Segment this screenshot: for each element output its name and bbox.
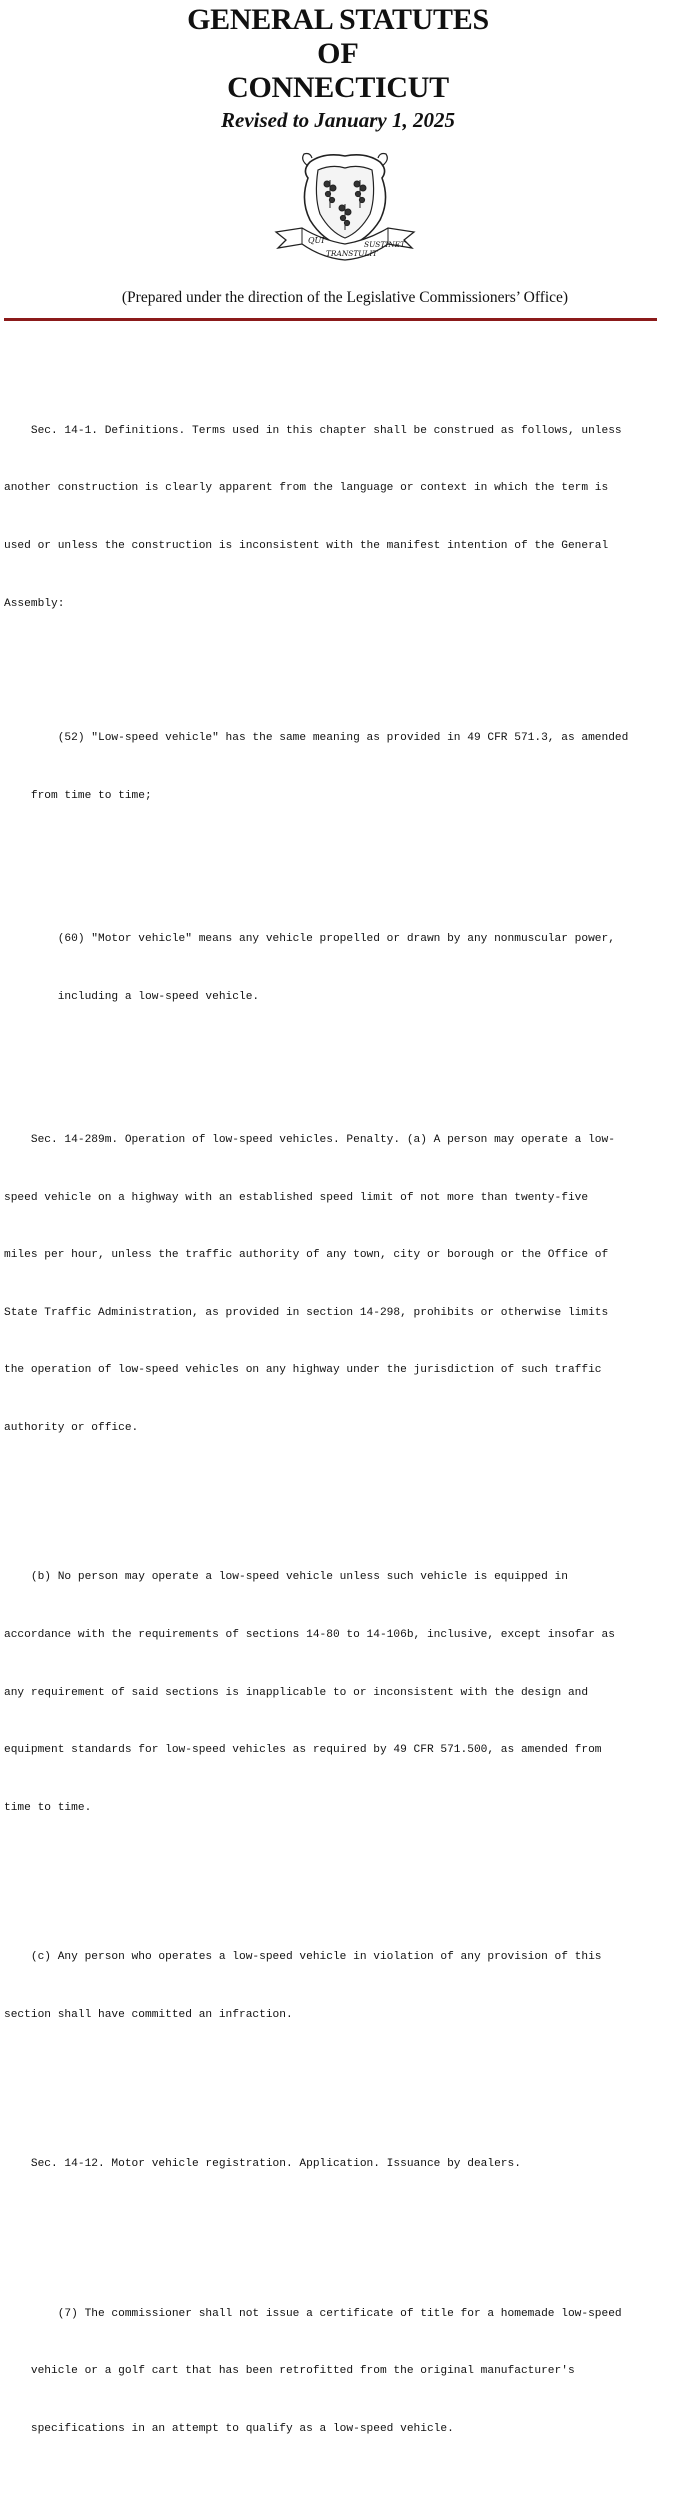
section-14-1	[4, 383, 672, 652]
section-14-289m-c	[4, 1910, 672, 2064]
text-line: State Traffic Administration, as provided in section 14-298, prohibits or otherwise limits	[4, 1306, 609, 1319]
subsection-60	[4, 892, 672, 1046]
statute-text	[4, 345, 672, 2497]
text-line: (c) Any person who operates a low-speed vehicle in violation of any provision of this	[4, 1951, 602, 1964]
text-line: Assembly:	[4, 597, 65, 610]
title-line-2: OF	[317, 37, 359, 70]
text-line: miles per hour, unless the traffic authority of any town, city or borough or the Office of	[4, 1249, 609, 1262]
section-14-289m-b	[4, 1530, 672, 1856]
text-line: time to time.	[4, 1801, 92, 1814]
text-line: equipment standards for low-speed vehicles as required by 49 CFR 571.500, as amended from	[4, 1744, 602, 1757]
section-14-289m-a	[4, 1093, 672, 1477]
motto-word-3: SUSTINET	[364, 240, 405, 249]
text-line: speed vehicle on a highway with an established speed limit of not more than twenty-five	[4, 1191, 589, 1204]
text-line: Sec. 14-289m. Operation of low-speed vehicles. Penalty. (a) A person may operate a low-	[4, 1134, 615, 1146]
text-line: (52) "Low-speed vehicle" has the same meaning as provided in 49 CFR 571.3, as amended	[4, 732, 629, 744]
motto-word-2: TRANSTULIT	[326, 249, 378, 258]
text-line: from time to time;	[4, 789, 152, 802]
text-line: specifications in an attempt to qualify as a low-speed vehicle.	[4, 2422, 454, 2435]
header-divider	[4, 318, 657, 321]
text-line: the operation of low-speed vehicles on any highway under the jurisdiction of such traffic	[4, 1364, 602, 1377]
text-line: another construction is clearly apparent from the language or context in which the term is	[4, 482, 609, 495]
subsection-52	[4, 691, 672, 845]
text-line: (7) The commissioner shall not issue a certificate of title for a homemade low-speed	[4, 2307, 622, 2320]
text-line: (b) No person may operate a low-speed vehicle unless such vehicle is equipped in	[4, 1571, 568, 1584]
text-line: Sec. 14-1. Definitions. Terms used in this chapter shall be construed as follows, unless	[4, 424, 622, 437]
subsection-7	[4, 2266, 672, 2477]
text-line: accordance with the requirements of sections 14-80 to 14-106b, inclusive, except insofar as	[4, 1628, 615, 1641]
connecticut-seal-icon	[272, 148, 418, 270]
text-line: vehicle or a golf cart that has been retrofitted from the original manufacturer's	[4, 2365, 575, 2378]
revision-date: Revised to January 1, 2025	[221, 108, 455, 132]
prepared-note: (Prepared under the direction of the Legislative Commissioners’ Office)	[121, 289, 569, 306]
title-line-3: CONNECTICUT	[227, 71, 449, 104]
title-line-1: GENERAL STATUTES	[187, 3, 489, 36]
text-line: including a low-speed vehicle.	[4, 990, 260, 1003]
text-line: used or unless the construction is inconsistent with the manifest intention of the General	[4, 540, 609, 552]
text-line: section shall have committed an infraction.	[4, 2008, 293, 2021]
text-line: (60) "Motor vehicle" means any vehicle propelled or drawn by any nonmuscular power,	[4, 933, 615, 945]
text-line: any requirement of said sections is inapplicable to or inconsistent with the design and	[4, 1686, 589, 1699]
text-line: Sec. 14-12. Motor vehicle registration. Application. Issuance by dealers.	[4, 2158, 521, 2171]
text-line: authority or office.	[4, 1421, 139, 1434]
motto-word-1: QUI	[308, 236, 325, 245]
section-14-12	[4, 2117, 672, 2213]
